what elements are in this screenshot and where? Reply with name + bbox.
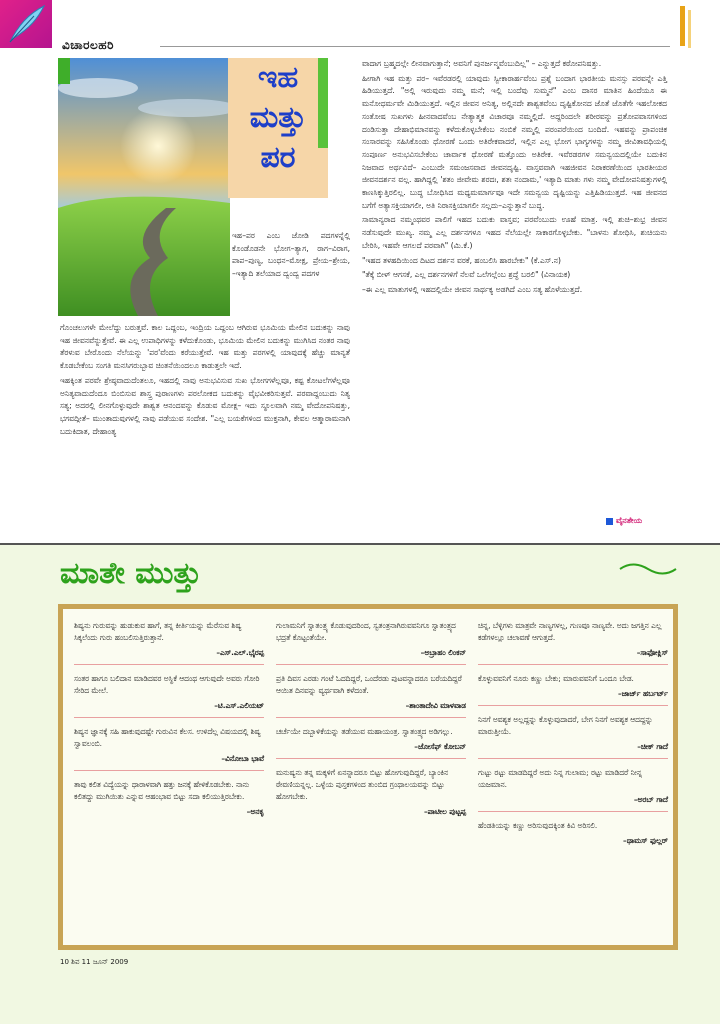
quote-author: –ಜೋಸೆಫ್ ಕೋಬನ್ — [414, 742, 466, 751]
quote-author: –ಶಾಂತಾದೇವಿ ಮಾಳವಾಡ — [405, 701, 466, 710]
paragraph: ವಾದಾಗ ಬ್ರಹ್ಮದಲ್ಲೇ ಲೀನವಾಗುತ್ತಾನೆ; ಅವನಿಗೆ ಪುನರ್ಜನ್ಮವೆಂಬುದಿಲ್ಲ" – ಎನ್ನುತ್ತದೆ ಕಠೋಪನಿಷತ್ತು. — [362, 59, 602, 68]
quote-separator — [276, 717, 466, 718]
section-label: ವಿಚಾರಲಹರಿ — [62, 38, 114, 52]
title-line-2: ಮತ್ತು — [249, 100, 307, 135]
quote-author: –ಅಬ್ರಾಹಂ ಲಿಂಕನ್ — [420, 648, 466, 657]
quotes-column-1 — [74, 620, 264, 817]
quote-separator — [478, 811, 668, 812]
quotes-column-2 — [276, 620, 466, 817]
quote-text: ಗುಟ್ಟು ರಟ್ಟು ಮಾಡದಿದ್ದರೆ ಅದು ನಿನ್ನ ಗುಲಾಮ; ರಟ್ಟು ಮಾಡಿದರೆ ನೀನ್ನ ಯಜಮಾನ. — [478, 768, 642, 789]
quote-separator — [478, 705, 668, 706]
photo-corner-tag — [58, 58, 70, 84]
author-bullet — [606, 518, 613, 525]
title-line-1: ಇಹ — [257, 60, 299, 95]
quote-separator — [478, 758, 668, 759]
header-deco-bar-2 — [688, 10, 691, 48]
paragraph: ಇಹಕ್ಕಿಂತ ಪರವೇ ಶ್ರೇಷ್ಠವಾದುದೆಂತಲೂ, ಇಹದಲ್ಲಿ ನಾವು ಅನುಭವಿಸುವ ಸುಖ ಭೋಗಗಳೆಲ್ಲವೂ, ಕಷ್ಟ ಕೋಟಲೆಗಳೆಲ್ಲವೂ ಅನಿತ್ಯವಾದುದೆಂದೂ ಬಿಂಬಿಸುವ ಶಾಸ್ತ್ರ ಪುರಾಣಗಳು ಪರಲೋಕದ ಬದುಕನ್ನು ವೈಭವೀಕರಿಸುತ್ತವೆ. ಪರವಾದ್ದಂಬುದು ನಿತ್ಯ ಸತ್ಯ; ಅದರಲ್ಲಿ ಲೀನಗೊಳ್ಳುವುದೇ ಶಾಶ್ವತ ಆನಂದವನ್ನು ಕೊಡುವ ಮೋಕ್ಷ– ಇದು ಸ್ಥೂಲವಾಗಿ ನಮ್ಮ ವೇದೋಪನಿಷತ್ತು, ಭಗವದ್ಗೀತೆ– ಮುಂತಾದುವುಗಳಲ್ಲಿ ನಾವು ಪಡೆಯುವ ಸಂದೇಶ. "ಎಲ್ಲ ಬಯಕೆಗಳಿಂದ ಮುಕ್ತನಾಗಿ, ಕೇವಲ ಆತ್ಮಾರಾಮನಾಗಿ ಬದುಕಿದಾತ, ದೇಹಾಂತ್ಯ — [60, 375, 350, 436]
quote-text: ಸಂತರ ಹಾಗೂ ಬಲಿದಾನ ಮಾಡಿದವರ ಅಸ್ಥಿಕೆ ಆದಂಥ ಆಗುವುದೇ ಅವರು ಗೋರಿ ಸೇರಿದ ಮೇಲೆ. — [74, 674, 260, 695]
quote-text: ಚರ್ಚೆಯೇ ದಬ್ಬಾಳಿಕೆಯನ್ನು ತಡೆಯುವ ಮಹಾಯಂತ್ರ. ಸ್ವಾತಂತ್ರ್ಯದ ಅಡಿಗಲ್ಲು. — [276, 727, 453, 736]
header-rule — [160, 46, 670, 47]
quote-text: ಕೊಳ್ಳುವವನಿಗೆ ನೂರು ಕಣ್ಣು ಬೇಕು; ಮಾರುವವನಿಗೆ ಒಂದೂ ಬೇಡ. — [478, 674, 634, 683]
landscape-photo — [58, 58, 230, 316]
article-left-column — [60, 322, 350, 440]
article-author: ವೈನತೇಯ — [616, 516, 643, 525]
quote-author: –ಥಾಮಸ್ ಫುಲ್ಲರ್ — [623, 836, 668, 845]
quote-separator — [74, 717, 264, 718]
quote-author: –ಟಿ.ಎಸ್.ಎಲಿಯಟ್ — [214, 701, 264, 710]
page-footer: 10 ಶಿವ 11 ಜೂನ್ 2009 — [60, 958, 129, 966]
quote-text: ಹೆಂಡತಿಯನ್ನು ಕಣ್ಣು ಅರಿಸುವುದಕ್ಕಿಂತ ಕಿವಿ ಅರಿಸಲಿ. — [478, 821, 598, 830]
paragraph: "ಇಹದ ತಳಹದಿಯಿಂದ ದಿಟದ ದರ್ಶನ ವರಕೆ, ಹಂಬಲಿಸಿ ಹಾರಬೇಕು" (ಕೆ.ಎಸ್.ನ) — [362, 255, 561, 265]
quote-separator — [74, 770, 264, 771]
title-deco-bar — [318, 58, 328, 148]
title-line-3: ಪರ — [260, 140, 296, 175]
quote-author: –ಎಸ್.ಎಲ್.ಭೈರಪ್ಪ — [216, 648, 264, 657]
header-deco-bar — [680, 6, 685, 46]
quote-text: ನಿನಗೆ ಅವಶ್ಯಕ ಅಲ್ಲದ್ದನ್ನು ಕೊಳ್ಳುವುದಾದರೆ, ಬೇಗ ನಿನಗೆ ಅವಶ್ಯಕ ಆದದ್ದನ್ನು ಮಾರುತ್ತೀಯೆ. — [478, 715, 653, 736]
paragraph: "ತೆಕ್ಕೆ ಬೀಳ್ ಆಗಸಕೆ, ಎಲ್ಲ ದರ್ಶನಗಳಿಗೆ ನೆಲವೆ ಒಲೆಗಲ್ಲೆಂಬ ಶ್ರದ್ಧೆ ಬರಲಿ" (ವಿನಾಯಕ) — [362, 270, 571, 280]
intro-paragraph: ಇಹ–ಪರ ಎಂಬ ಜೋಡಿ ಪದಗಳನ್ನೆಲ್ಲಿ ಕೊಂಡೊಡನೇ ಭೋಗ–ತ್ಯಾಗ, ರಾಗ–ವಿರಾಗ, ಪಾಪ–ಪುಣ್ಯ, ಬಂಧನ–ಮೋಕ್ಷ, ಪ್ರೇಯ–ಶ್ರೇಯ, –ಇತ್ಯಾದಿ ತಲೆಯಾದ ದ್ವಂದ್ವ ಪದಗಳ — [232, 231, 350, 279]
quote-author: –ಜಾರ್ಜ್ ಹರ್ಬರ್ಟ್ — [617, 689, 668, 698]
quote-author: –ಅನಕೃ — [246, 807, 264, 816]
ornament-icon — [618, 560, 678, 578]
quote-text: ಪ್ರತಿ ದಿವಸ ಎರಡು ಗಂಟೆ ಓದದಿದ್ದರೆ, ಒಂದೆರಡು ಪುಟವನ್ನಾದರೂ ಬರೆಯದಿದ್ದರೆ ಆಯಿತ ದಿನವನ್ನು ವ್ಯರ್ಥವಾಗಿ ಕಳೆದಂತೆ. — [276, 674, 462, 695]
feather-logo — [0, 0, 52, 48]
paragraph: ಸಾಮಾನ್ಯರಾದ ನಮ್ಮಂಥವರ ಪಾಲಿಗೆ ಇಹದ ಬದುಕು ವಾಸ್ತವ; ಪರವೆಂಬುದು ಊಹೆ ಮಾತ್ರ. ಇಲ್ಲಿ ಶುಚಿ–ಶುಭ್ರ ಜೀವನ ನಡೆಸುವುದೇ ಮುಖ್ಯ. ನಮ್ಮ ಎಲ್ಲ ದರ್ಶನಗಳೂ ಇಹದ ನೆಲೆಯಲ್ಲೇ ಸಾಕಾರಗೊಳ್ಳಬೇಕು. "ಬಾಳನು ಶೋಧಿಸಿ, ಶುಚಿಯನು ಬೇರಿಸಿ, ಇಹವೇ ಆಗಲದೆ ಪರವಾಗಿ" (ಮಿ.ಕೆ.) — [362, 215, 667, 250]
quote-separator — [276, 758, 466, 759]
quote-separator — [478, 664, 668, 665]
feather-icon — [4, 2, 48, 46]
quote-text: ಗುಲಾಮನಿಗೆ ಸ್ವಾತಂತ್ರ್ಯ ಕೊಡುವುದರಿಂದ, ಸ್ವತಂತ್ರನಾಗಿರುವವನಿಗೂ ಸ್ವಾತಂತ್ರ್ಯದ ಭದ್ರತೆ ಕೊಟ್ಟಂತೆಯೇ. — [276, 621, 456, 642]
quotes-title: ಮಾತೇ ಮುತ್ತು — [60, 556, 202, 591]
article-right-column — [362, 58, 667, 299]
article-intro — [232, 230, 350, 283]
quotes-column-3 — [478, 620, 668, 846]
paragraph: –ಈ ಎಲ್ಲ ಮಾತುಗಳಲ್ಲಿ ಇಹದಲ್ಲಿಯೇ ಜೀವನ ಸಾರ್ಥಕ್ಯ ಅಡಗಿದೆ ಎಂಬ ಸತ್ಯ ಹೊಳೆಯುತ್ತದೆ. — [362, 284, 583, 294]
paragraph: ಗೊಂಚಲುಗಳೇ ಮೇಲೆದ್ದು ಬರುತ್ತವೆ. ಕಾಲ ಒದ್ದಂಬ, ಇಂದ್ರಿಯ ಒದ್ದಂಬ ಆಗಿರುವ ಭೂಮಿಯ ಮೇಲಿನ ಬದುಕನ್ನು ನಾವು ಇಹ ಜೀವನವೆನ್ನುತ್ತೇವೆ. ಈ ಎಲ್ಲ ಉಪಾಧಿಗಳನ್ನು ಕಳೆದುಕೊಂಡು, ಭೂಮಿಯ ಮೇಲಿನ ಬದುಕನ್ನು ಮುಗಿಸಿದ ನಂತರ ನಾವು ತೆರಳುವ ಬೇರೊಂದು ನೆಲೆಯನ್ನು 'ಪರ'ವೆಂದು ಕರೆಯುತ್ತೇವೆ. ಇಹ ಮತ್ತು ಪರಗಳಲ್ಲಿ ಯಾವುದಕ್ಕೆ ಹೆಚ್ಚು ಮಾನ್ಯತೆ ಕೊಡಬೇಕೆಂಬ ಸಂಗತಿ ಮನಸಿಗರುಬ್ಬಾವ ಚಿಂತನೆಯಿಂದಲೂ ಕಾಡುತ್ತಲೇ ಇದೆ. — [60, 323, 350, 371]
paragraph: ಹೀಗಾಗಿ ಇಹ ಮತ್ತು ಪರ– ಇವೆರಡರಲ್ಲಿ ಯಾವುದು ಸ್ವೀಕಾರಾರ್ಹವೆಂಬ ಪ್ರಶ್ನೆ ಬಂದಾಗ ಭಾರತೀಯ ಮನಸ್ಸು ಪರವನ್ನೇ ಎತ್ತಿ ಹಿಡಿಯುತ್ತದೆ. "ಅಲ್ಲಿ ಇರುವುದು ನಮ್ಮ ಮನೆ; ಇಲ್ಲಿ ಬಂದೆವು ಸುಮ್ಮನೆ" ಎಂಬ ದಾಸರ ಮಾತಿನ ಹಿಂದೆಯೂ ಈ ಮನೋಧರ್ಮವೇ ಮಿಡಿಯುತ್ತದೆ. ಇಲ್ಲಿನ ಜೀವನ ಅನಿತ್ಯ, ಅಲ್ಲಿನದೇ ಶಾಶ್ವತವೆಂಬ ದೃಷ್ಟಿಕೋನದ ಜೊತೆ ಜೊತೆಗೇ ಇಹಲೋಕದ ಸಂತೋಷ ಸುಖಗಳು ಹೀನವಾದವೆಂಬ ನೇತ್ಯಾತ್ಮಕ ವಿಚಾರವೂ ನಮ್ಮಲ್ಲಿದೆ. ಅದ್ದರಿಂದಲೇ ಶರೀರವನ್ನು ಪ್ರತೋಪವಾಸಗಳಿಂದ ದಂಡಿಸುತ್ತಾ ದೇಹಾಭಿಮಾನವನ್ನು ಕಳೆದುಕೊಳ್ಳಬೇಕೆಂಬ ನಂಬಿಕೆ ನಮ್ಮಲ್ಲಿ ಪರಂಪರೆಯಿಂದ ಬಂದಿದೆ. ಇಹವನ್ನು ಪ್ರಾಪಂಚಿಕ ಸಂಸಾರವನ್ನು ಸಹಿಸಿಕೊಂಡು ಧೋರಣೆ ಒಂದು ಅತಿರೇಕವಾದರೆ, ಇಲ್ಲಿನ ಎಲ್ಲ ಭೋಗ ಭಾಗ್ಯಗಳನ್ನು ನಮ್ಮ ಜೀವಿತಾವಧಿಯಲ್ಲಿ ಸಂಪೂರ್ಣ ಅನುಭವಿಸಬೇಕೆಂಬ ಚಾರ್ವಾಕ ಧೋರಣೆ ಮತ್ತೊಂದು ಅತಿರೇಕ. ಇವೆರಡರಗಳ ಸಮನ್ವಯದಲ್ಲಿಯೇ ಬದುಕಿನ ನಿಜವಾದ ಅರ್ಥವಿದೆ– ಎಂಬುದೇ ಸಮಂಜಸವಾದ ಜೀವನದೃಷ್ಟಿ. ವಾಸ್ತವವಾಗಿ ಇಹಜೀವನ ನಿರಾಕರಣೆಯಿಂದ ಭಾರತೀಯರ ಜೀವನದರ್ಶನ ವಲ್ಲ. ಹಾಗಿದ್ದಲ್ಲಿ 'ಶತಂ ಜೀವೇಮ ಶರದಃ, ಶತಃ ನಂದಾಮ,' ಇತ್ಯಾದಿ ಮಾತು ಗಳು ನಮ್ಮ ವೇದೋಪನಿಷತ್ತುಗಳಲ್ಲಿ ಕಾಣಸಿಕ್ಕುತ್ತಿರಲಿಲ್ಲ. ಬುದ್ಧ ಬೋಧಿಸಿದ ಮಧ್ಯಮಮಾರ್ಗವೂ ಇದೇ ಸಮನ್ವಯ ದೃಷ್ಟಿಯನ್ನು ಎತ್ತಿಹಿಡಿಯುತ್ತದೆ. ಇಹ ಜೀವನದ ಬಗೆಗೆ ಅತ್ಯಾಸಕ್ತಿಯಾಗಲೀ, ಅತಿ ನಿರಾಸಕ್ತಿಯಾಗಲೀ ಸಲ್ಲದು–ಎನ್ನುತ್ತಾನೆ ಬುದ್ಧ. — [362, 73, 667, 210]
quote-author: –ಚೀಕ್ ಗಾದೆ — [637, 742, 668, 751]
quote-text: ಶಿಷ್ಯನು ಗುರುವನ್ನು ಹುಡುಕುವ ಹಾಗೆ, ತನ್ನ ಕೀರ್ತಿಯನ್ನು ಮೆರೆಸುವ ಶಿಷ್ಯ ಸಿಕ್ಕಲೆಂದು ಗುರು ಹಂಬಲಿಸುತ್ತಿರುತ್ತಾನೆ. — [74, 621, 242, 642]
quote-author: –ಸಾಫೋಕ್ಲಿಸ್ — [636, 648, 668, 657]
quote-separator — [276, 664, 466, 665]
quote-text: ಮನುಷ್ಯನು ತನ್ನ ಮಕ್ಕಳಿಗೆ ಏನನ್ನಾದರೂ ಬಿಟ್ಟು ಹೋಗುವುದಿದ್ದರೆ, ಬ್ಯಾಂಕಿನ ಠೇವಣಿಯನ್ನಲ್ಲ. ಒಳ್ಳೆಯ ಪುಸ್ತಕಗಳಿಂದ ತುಂಬಿದ ಗ್ರಂಥಾಲಯವನ್ನು ಬಿಟ್ಟು ಹೋಗಬೇಕು. — [276, 768, 449, 801]
quote-separator — [74, 664, 264, 665]
quote-text: ಶಿಷ್ಯನ ಜ್ಞಾನಕ್ಕೆ ಸಹಿ ಹಾಕುವುದಷ್ಟೇ ಗುರುವಿನ ಕೆಲಸ. ಉಳಿದೆಲ್ಲ ವಿಷಯದಲ್ಲಿ ಶಿಷ್ಯ ಸ್ವಾವಲಂಬಿ. — [74, 727, 261, 748]
quote-author: –ವಿನೋಬಾ ಭಾವೆ — [221, 754, 264, 763]
article-title — [228, 58, 328, 198]
quote-text: ತಾವು ಕಲಿತ ವಿದ್ಯೆಯನ್ನು ಧಾರಾಳವಾಗಿ ಹತ್ತು ಜನಕ್ಕೆ ಹೇಳಿಕೊಡಬೇಕು. ನಾನು ಕಲಿತದ್ದು ಮುಗಿಯಿತು ಎನ್ನುವ ಆಹಂಭಾವ ಬಿಟ್ಟು ಸದಾ ಕಲಿಯುತ್ತಿರಬೇಕು. — [74, 780, 250, 801]
quote-author: –ಅರಬ್ ಗಾದೆ — [633, 795, 668, 804]
quote-author: –ಪಾಟೀಲ ಪುಟ್ಟಪ್ಪ — [423, 807, 466, 816]
quote-text: ಚಿನ್ನ, ಬೆಳ್ಳಿಗಳು ಮಾತ್ರವೇ ನಾಣ್ಯಗಳಲ್ಲ, ಗುಣವೂ ನಾಣ್ಯವೇ. ಅದು ಜಗತ್ತಿನ ಎಲ್ಲ ಕಡೆಗಳಲ್ಲೂ ಚಲಾವಣೆ ಆಗುತ್ತದೆ. — [478, 621, 662, 642]
